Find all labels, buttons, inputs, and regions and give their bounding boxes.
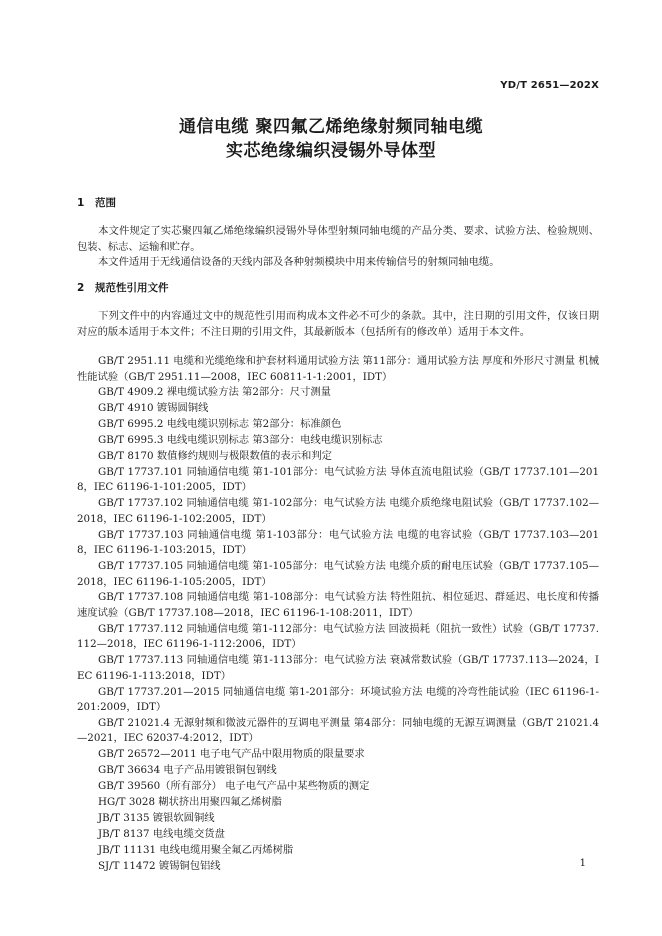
reference-item: GB/T 21021.4 无源射频和微波元器件的互调电平测量 第4部分：同轴电缆的无源互调测量（GB/T 21021.4—2021，IEC 62037-4:2012，IDT） [77, 716, 599, 745]
reference-item: GB/T 17737.112 同轴通信电缆 第1-112部分：电气试验方法 回波损耗（阻抗一致性）试验（GB/T 17737.112—2018，IEC 61196-1-112:2006，IDT） [77, 622, 599, 651]
reference-item: JB/T 3135 镀银软圆铜线 [98, 811, 215, 824]
paragraph-text: 本文件规定了实芯聚四氟乙烯绝缘编织浸锡外导体型射频同轴电缆的产品分类、要求、试验方法、检验规则、包装、标志、运输和贮存。 [77, 225, 599, 253]
paragraph-text: 本文件适用于无线通信设备的天线内部及各种射频模块中用来传输信号的射频同轴电缆。 [98, 256, 500, 268]
reference-item: JB/T 8137 电线电缆交货盘 [98, 827, 225, 840]
references-intro [77, 309, 599, 340]
reference-item: GB/T 2951.11 电缆和光缆绝缘和护套材料通用试验方法 第11部分：通用试验方法 厚度和外形尺寸测量 机械性能试验（GB/T 2951.11—2008，IEC 60811-1-1:2001，IDT） [77, 355, 599, 383]
section-number: 2 [77, 282, 85, 294]
section-title: 规范性引用文件 [95, 282, 169, 294]
section-heading-scope [77, 195, 116, 210]
reference-item: GB/T 4909.2 裸电缆试验方法 第2部分：尺寸测量 [98, 386, 331, 399]
document-title-line-2: 实芯绝缘编织浸锡外导体型 [226, 141, 436, 161]
section-number: 1 [77, 197, 85, 209]
reference-item: GB/T 17737.102 同轴通信电缆 第1-102部分：电气试验方法 电缆介质绝缘电阻试验（GB/T 17737.102—2018，IEC 61196-1-102:2005，IDT） [77, 497, 599, 525]
reference-item: GB/T 17737.103 同轴通信电缆 第1-103部分：电气试验方法 电缆的电容试验（GB/T 17737.103—2018，IEC 61196-1-103:2015，IDT） [77, 528, 599, 557]
page-number: 1 [579, 858, 586, 869]
document-title-line-1: 通信电缆 聚四氟乙烯绝缘射频同轴电缆 [179, 117, 483, 137]
reference-item: GB/T 17737.108 同轴通信电缆 第1-108部分：电气试验方法 特性阻抗、相位延迟、群延迟、电长度和传播速度试验（GB/T 17737.108—2018，IEC 61196-1-108:2011，IDT） [77, 591, 599, 619]
reference-item: GB/T 6995.2 电线电缆识别标志 第2部分：标准颜色 [98, 418, 342, 431]
reference-item: GB/T 17737.113 同轴通信电缆 第1-113部分：电气试验方法 衰减常数试验（GB/T 17737.113—2024，IEC 61196-1-113:2018，IDT） [77, 654, 599, 682]
reference-item: GB/T 39560（所有部分） 电子电气产品中某些物质的测定 [98, 780, 370, 793]
reference-item: HG/T 3028 糊状挤出用聚四氟乙烯树脂 [98, 796, 282, 809]
reference-item: GB/T 17737.101 同轴通信电缆 第1-101部分：电气试验方法 导体直流电阻试验（GB/T 17737.101—2018，IEC 61196-1-101:2005，IDT） [77, 465, 599, 494]
reference-item: GB/T 26572—2011 电子电气产品中限用物质的限量要求 [98, 748, 365, 761]
reference-item: GB/T 6995.3 电线电缆识别标志 第3部分：电线电缆识别标志 [98, 434, 383, 447]
paragraph [77, 224, 599, 255]
reference-item: GB/T 36634 电子产品用镀银铜包钢线 [98, 764, 277, 777]
reference-item: JB/T 11131 电线电缆用聚全氟乙丙烯树脂 [98, 843, 294, 856]
reference-item: GB/T 17737.201—2015 同轴通信电缆 第1-201部分：环境试验方法 电缆的冷弯性能试验（IEC 61196-1-201:2009，IDT） [77, 685, 599, 714]
reference-list [77, 354, 599, 874]
reference-item: GB/T 4910 镀锡圆铜线 [98, 402, 209, 415]
section-title: 范围 [95, 197, 116, 209]
paragraph [77, 255, 599, 271]
reference-item: GB/T 8170 数值修约规则与极限数值的表示和判定 [98, 449, 332, 462]
paragraph-text: 下列文件中的内容通过文中的规范性引用而构成本文件必不可少的条款。其中，注日期的引用文件，仅该日期对应的版本适用于本文件；不注日期的引用文件，其最新版本（包括所有的修改单）适用于本文件。 [77, 310, 599, 338]
reference-item: GB/T 17737.105 同轴通信电缆 第1-105部分：电气试验方法 电缆介质的耐电压试验（GB/T 17737.105—2018，IEC 61196-1-105:2005，IDT） [77, 560, 599, 588]
standard-number: YD/T 2651—202X [500, 80, 599, 91]
reference-item: SJ/T 11472 镀锡铜包铝线 [98, 859, 221, 872]
scope-text [77, 224, 599, 271]
section-heading-normative-references [77, 280, 169, 295]
